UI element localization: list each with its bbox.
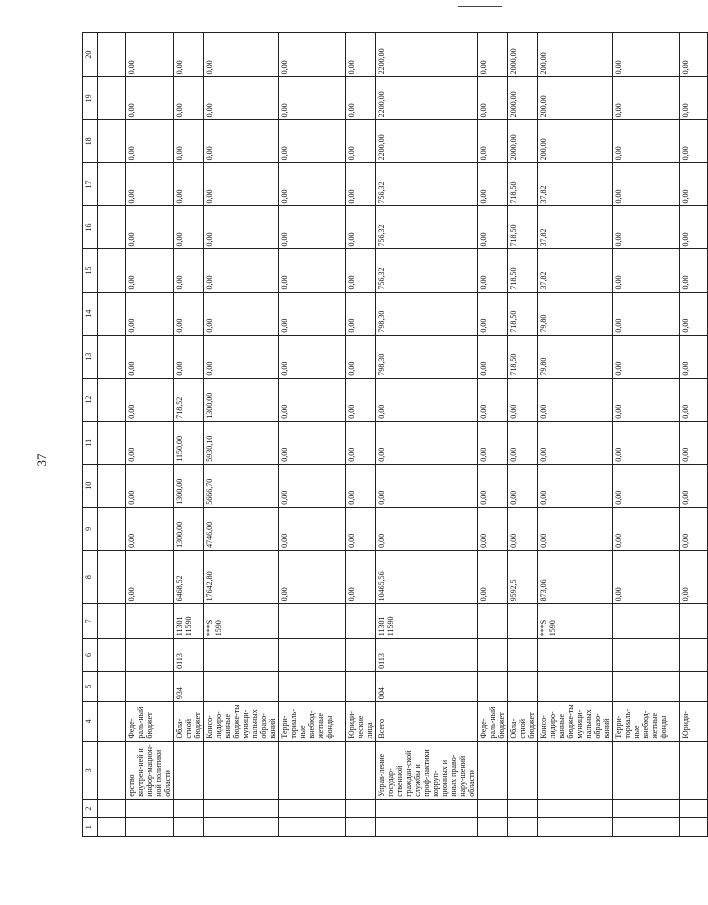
column-number: 7 — [83, 604, 98, 639]
table-cell: 0,00 — [613, 206, 680, 249]
table-cell: 0,00 — [538, 421, 613, 464]
table-cell: 200,00 — [538, 77, 613, 120]
table-cell — [478, 639, 508, 672]
table-cell: 0,00 — [279, 206, 346, 249]
table-cell: 0,00 — [613, 163, 680, 206]
table-cell: 0,00 — [680, 120, 708, 163]
table-cell — [478, 671, 508, 701]
table-cell: 0,00 — [680, 550, 708, 604]
table-cell: 0,00 — [346, 507, 376, 550]
table-cell: Терри-ториаль-ные внебюд-жетные фонды — [279, 702, 346, 742]
table-cell: 0,00 — [204, 33, 279, 77]
table-cell: 0,00 — [478, 163, 508, 206]
table-cell: Консо-лидиро-ванные бюдже-ты муници-пальных образо-ваний — [538, 702, 613, 742]
table-cell: 2200,00 — [376, 120, 478, 163]
table-cell — [98, 741, 126, 799]
table-cell: 0,00 — [126, 335, 174, 378]
table-cell: 0,00 — [680, 378, 708, 421]
table-row — [680, 33, 708, 837]
table-row — [478, 33, 508, 837]
table-cell: 718,50 — [508, 249, 538, 292]
table-cell — [279, 741, 346, 799]
table-cell — [98, 507, 126, 550]
table-cell: 79,80 — [538, 335, 613, 378]
table-row — [98, 33, 126, 837]
column-number: 11 — [83, 421, 98, 464]
table-cell: Терри-ториаль-ные внебюд-жетные фонды — [613, 702, 680, 742]
table-cell — [508, 799, 538, 818]
table-cell: 9592,5 — [508, 550, 538, 604]
table-cell: 0,00 — [346, 77, 376, 120]
table-cell: 0,00 — [174, 33, 204, 77]
table-cell — [204, 639, 279, 672]
table-cell: 0,00 — [680, 507, 708, 550]
rotated-table-container — [82, 32, 690, 837]
table-row — [538, 33, 613, 837]
table-cell: 0,00 — [174, 206, 204, 249]
table-cell: Обла-стной бюджет — [508, 702, 538, 742]
table-cell — [279, 604, 346, 639]
table-cell — [680, 799, 708, 818]
column-number: 15 — [83, 249, 98, 292]
table-cell: 0,00 — [613, 378, 680, 421]
table-cell: 0,00 — [174, 120, 204, 163]
table-cell: 0,00 — [346, 33, 376, 77]
table-row — [508, 33, 538, 837]
table-cell: 0,00 — [680, 421, 708, 464]
table-cell: Обла-стной бюджет — [174, 702, 204, 742]
table-cell: 0,00 — [376, 507, 478, 550]
table-cell — [680, 639, 708, 672]
table-cell: 0,00 — [376, 421, 478, 464]
table-cell: 718,52 — [174, 378, 204, 421]
column-number: 14 — [83, 292, 98, 335]
table-cell — [508, 604, 538, 639]
table-row — [126, 33, 174, 837]
table-cell: 0,00 — [680, 163, 708, 206]
table-cell — [478, 799, 508, 818]
table-cell: 5666,70 — [204, 464, 279, 507]
table-cell — [538, 741, 613, 799]
table-cell: Консо-лидиро-ванные бюдже-ты муници-пальных образо-ваний — [204, 702, 279, 742]
table-cell — [680, 604, 708, 639]
table-cell: 0,00 — [508, 421, 538, 464]
table-cell: 934 — [174, 671, 204, 701]
table-cell: 756,32 — [376, 163, 478, 206]
table-row — [346, 33, 376, 837]
table-cell — [376, 818, 478, 837]
table-cell: 0,00 — [126, 33, 174, 77]
column-number: 20 — [83, 33, 98, 77]
table-cell: 0,00 — [478, 77, 508, 120]
table-cell: 0,00 — [204, 206, 279, 249]
table-cell: 0,00 — [174, 77, 204, 120]
table-cell — [174, 799, 204, 818]
table-cell: 0,00 — [478, 421, 508, 464]
table-cell: 1300,00 — [174, 464, 204, 507]
table-cell — [478, 604, 508, 639]
column-number: 8 — [83, 550, 98, 604]
table-cell — [279, 799, 346, 818]
table-cell — [98, 671, 126, 701]
table-cell: 0,00 — [346, 335, 376, 378]
table-cell: 0,00 — [346, 421, 376, 464]
table-cell: 0,00 — [508, 464, 538, 507]
table-cell: 0,00 — [538, 378, 613, 421]
table-cell: 0,00 — [204, 77, 279, 120]
table-cell — [98, 77, 126, 120]
table-cell: 0113 — [174, 639, 204, 672]
table-cell — [204, 818, 279, 837]
table-cell: 0,00 — [346, 292, 376, 335]
table-cell: 0,00 — [346, 378, 376, 421]
table-cell: 0,00 — [613, 550, 680, 604]
table-cell: ***S 1590 — [204, 604, 279, 639]
table-cell — [538, 639, 613, 672]
table-cell: 0,00 — [126, 378, 174, 421]
table-cell: 0,00 — [204, 163, 279, 206]
table-cell — [204, 741, 279, 799]
table-cell: 798,30 — [376, 292, 478, 335]
table-cell: Феде-раль-ный бюджет — [478, 702, 508, 742]
table-cell: 0,00 — [508, 507, 538, 550]
table-cell: 0,00 — [346, 120, 376, 163]
table-cell: Юриди-ческие лица — [346, 702, 376, 742]
table-cell: 0,00 — [279, 464, 346, 507]
column-number: 4 — [83, 702, 98, 742]
table-cell — [98, 249, 126, 292]
table-cell: 0,00 — [126, 421, 174, 464]
table-cell — [346, 818, 376, 837]
table-cell: 0,00 — [376, 378, 478, 421]
table-cell: 0,00 — [478, 335, 508, 378]
table-cell — [279, 639, 346, 672]
column-number: 10 — [83, 464, 98, 507]
table-cell — [204, 671, 279, 701]
table-cell: 0,00 — [279, 249, 346, 292]
table-cell — [613, 818, 680, 837]
table-cell: 718,50 — [508, 292, 538, 335]
table-cell: 0,00 — [376, 464, 478, 507]
table-cell — [538, 671, 613, 701]
table-cell — [98, 799, 126, 818]
column-number: 12 — [83, 378, 98, 421]
column-number: 2 — [83, 799, 98, 818]
table-cell: 0,00 — [126, 77, 174, 120]
table-cell — [98, 335, 126, 378]
table-cell — [126, 604, 174, 639]
table-cell: 0,00 — [680, 292, 708, 335]
table-cell: 0,00 — [680, 33, 708, 77]
table-cell — [538, 818, 613, 837]
table-cell — [98, 421, 126, 464]
table-cell — [204, 799, 279, 818]
table-cell: 0,00 — [613, 120, 680, 163]
table-cell — [613, 799, 680, 818]
table-cell — [126, 639, 174, 672]
table-cell: 0,00 — [346, 163, 376, 206]
table-cell: 0,00 — [279, 507, 346, 550]
table-cell — [346, 741, 376, 799]
table-cell: 004 — [376, 671, 478, 701]
table-cell: 0,00 — [204, 120, 279, 163]
table-cell — [98, 120, 126, 163]
table-cell: 2000,00 — [508, 77, 538, 120]
table-cell — [376, 799, 478, 818]
table-cell: 0,00 — [279, 292, 346, 335]
table-cell — [174, 741, 204, 799]
table-cell — [174, 818, 204, 837]
table-cell: 718,50 — [508, 206, 538, 249]
table-cell: 1150,00 — [174, 421, 204, 464]
table-cell: 0,00 — [613, 335, 680, 378]
table-cell: 0,00 — [279, 77, 346, 120]
table-cell — [279, 818, 346, 837]
table-cell: 0,00 — [279, 163, 346, 206]
table-cell — [508, 741, 538, 799]
table-cell: 0,00 — [478, 378, 508, 421]
column-number: 19 — [83, 77, 98, 120]
table-cell: 0,00 — [279, 33, 346, 77]
table-cell: Феде-раль-ный бюджет — [126, 702, 174, 742]
table-cell — [98, 206, 126, 249]
table-cell: 2200,00 — [376, 77, 478, 120]
table-cell — [680, 818, 708, 837]
table-cell: 0,00 — [613, 464, 680, 507]
table-cell: Управ-ление государ-ственной граждан-ской службы и проф-лактики корруп-ционных и иных право-нару-шений области — [376, 741, 478, 799]
table-cell — [613, 604, 680, 639]
table-cell: 0,00 — [613, 421, 680, 464]
table-cell: 0,00 — [478, 507, 508, 550]
table-cell — [98, 464, 126, 507]
table-cell — [613, 671, 680, 701]
table-cell: 0,00 — [126, 507, 174, 550]
table-cell — [508, 671, 538, 701]
table-cell: 0,00 — [538, 507, 613, 550]
table-cell: 2000,00 — [508, 33, 538, 77]
table-cell: 0,00 — [174, 292, 204, 335]
table-cell: 79,80 — [538, 292, 613, 335]
table-cell: 6468,52 — [174, 550, 204, 604]
table-cell: 0,00 — [508, 378, 538, 421]
table-cell — [508, 818, 538, 837]
table-cell: 1300,00 — [174, 507, 204, 550]
table-cell: 0,00 — [174, 335, 204, 378]
table-cell — [613, 741, 680, 799]
column-number: 18 — [83, 120, 98, 163]
table-cell: 0,00 — [680, 464, 708, 507]
table-cell: 0,00 — [174, 163, 204, 206]
table-cell: 0,00 — [279, 550, 346, 604]
table-cell: 0,00 — [126, 249, 174, 292]
table-cell: 0,00 — [478, 120, 508, 163]
column-number-row — [83, 33, 98, 837]
table-cell — [98, 292, 126, 335]
table-cell — [126, 818, 174, 837]
table-cell: 11301 11590 — [174, 604, 204, 639]
table-cell: 0,00 — [126, 292, 174, 335]
table-cell: 0113 — [376, 639, 478, 672]
table-cell: 17642,80 — [204, 550, 279, 604]
table-cell: Юриди- — [680, 702, 708, 742]
table-cell: Всего — [376, 702, 478, 742]
table-cell: 0,00 — [346, 550, 376, 604]
table-cell: 200,00 — [538, 33, 613, 77]
table-cell — [98, 818, 126, 837]
page-number: 37 — [34, 453, 49, 467]
table-cell — [98, 639, 126, 672]
table-cell — [346, 604, 376, 639]
table-cell: 0,00 — [613, 33, 680, 77]
table-cell: 0,00 — [680, 206, 708, 249]
table-cell: 718,50 — [508, 335, 538, 378]
table-row — [613, 33, 680, 837]
table-cell: 2200,00 — [376, 33, 478, 77]
table-cell — [680, 741, 708, 799]
table-cell: ерство внутрен-ней и инфор-мацион-ной политики области — [126, 741, 174, 799]
table-cell: 0,00 — [126, 163, 174, 206]
table-cell: 756,32 — [376, 249, 478, 292]
column-number: 16 — [83, 206, 98, 249]
column-number: 6 — [83, 639, 98, 672]
table-cell: 0,00 — [613, 249, 680, 292]
table-cell: 0,00 — [279, 378, 346, 421]
column-number: 13 — [83, 335, 98, 378]
table-cell — [98, 550, 126, 604]
table-cell: 0,00 — [204, 292, 279, 335]
table-cell: 2000,00 — [508, 120, 538, 163]
table-cell — [346, 671, 376, 701]
table-cell: 4746,00 — [204, 507, 279, 550]
table-cell: 0,00 — [126, 550, 174, 604]
table-cell: ***S 1590 — [538, 604, 613, 639]
table-cell — [98, 33, 126, 77]
table-cell: 0,00 — [478, 464, 508, 507]
table-cell — [98, 378, 126, 421]
table-cell: 0,00 — [346, 464, 376, 507]
table-cell: 0,00 — [174, 249, 204, 292]
table-cell: 0,00 — [613, 77, 680, 120]
table-cell: 0,00 — [346, 249, 376, 292]
table-cell: 1300,00 — [204, 378, 279, 421]
table-cell — [680, 671, 708, 701]
table-cell: 11301 11590 — [376, 604, 478, 639]
table-cell — [508, 639, 538, 672]
table-cell — [126, 799, 174, 818]
table-cell: 0,00 — [478, 249, 508, 292]
table-cell: 873,06 — [538, 550, 613, 604]
table-cell: 0,00 — [126, 120, 174, 163]
table-cell: 0,00 — [680, 77, 708, 120]
table-cell: 37,82 — [538, 163, 613, 206]
table-cell: 0,00 — [346, 206, 376, 249]
top-edge-mark — [458, 6, 502, 7]
table-cell: 0,00 — [613, 292, 680, 335]
table-cell: 0,00 — [126, 206, 174, 249]
table-row — [174, 33, 204, 837]
table-cell — [98, 702, 126, 742]
table-cell — [126, 671, 174, 701]
table-cell: 37,82 — [538, 206, 613, 249]
table-cell — [346, 639, 376, 672]
table-cell — [98, 604, 126, 639]
table-cell: 0,00 — [204, 249, 279, 292]
table-cell: 0,00 — [279, 120, 346, 163]
table-cell — [538, 799, 613, 818]
table-cell — [613, 639, 680, 672]
table-cell: 0,00 — [478, 33, 508, 77]
table-cell: 5930,10 — [204, 421, 279, 464]
table-cell: 0,00 — [478, 206, 508, 249]
table-cell — [346, 799, 376, 818]
budget-table — [82, 32, 708, 837]
table-row — [376, 33, 478, 837]
table-cell: 0,00 — [126, 464, 174, 507]
table-cell: 756,32 — [376, 206, 478, 249]
table-cell: 0,00 — [613, 507, 680, 550]
table-cell: 200,00 — [538, 120, 613, 163]
table-cell: 0,00 — [478, 550, 508, 604]
table-cell: 0,00 — [680, 249, 708, 292]
column-number: 5 — [83, 671, 98, 701]
column-number: 3 — [83, 741, 98, 799]
table-cell: 798,30 — [376, 335, 478, 378]
table-cell: 0,00 — [680, 335, 708, 378]
table-row — [204, 33, 279, 837]
table-cell: 37,82 — [538, 249, 613, 292]
table-cell: 0,00 — [478, 292, 508, 335]
table-cell: 10465,56 — [376, 550, 478, 604]
table-cell — [478, 818, 508, 837]
table-row — [279, 33, 346, 837]
column-number: 1 — [83, 818, 98, 837]
table-cell — [98, 163, 126, 206]
table-cell: 0,00 — [204, 335, 279, 378]
table-cell: 718,50 — [508, 163, 538, 206]
table-cell — [279, 671, 346, 701]
column-number: 17 — [83, 163, 98, 206]
table-cell — [478, 741, 508, 799]
column-number: 9 — [83, 507, 98, 550]
table-cell: 0,00 — [279, 335, 346, 378]
table-cell: 0,00 — [538, 464, 613, 507]
table-cell: 0,00 — [279, 421, 346, 464]
